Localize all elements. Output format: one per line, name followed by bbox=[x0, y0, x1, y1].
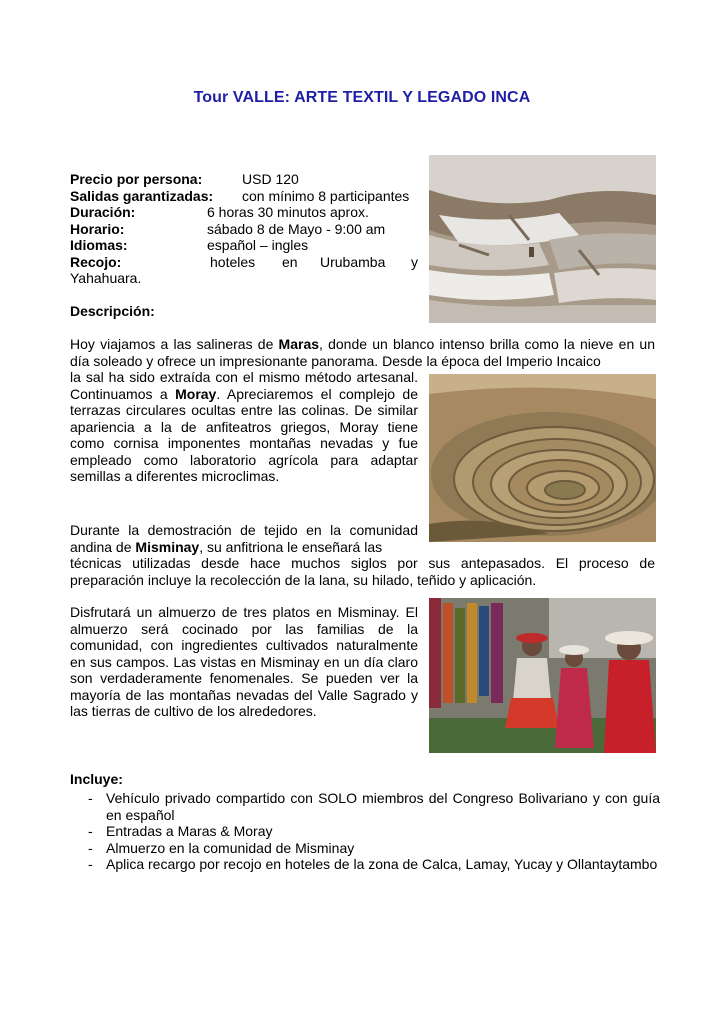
text-run: Hoy viajamos a las salineras de bbox=[70, 336, 279, 352]
text-run: la sal ha sido extraída con el mismo método artesanal. Continuamos a bbox=[70, 369, 418, 402]
idiomas-value: español – ingles bbox=[207, 237, 309, 253]
list-item bbox=[70, 856, 660, 873]
bullet-dash: - bbox=[88, 856, 93, 872]
salidas-value: con mínimo 8 participantes bbox=[242, 187, 410, 204]
info-row-horario bbox=[70, 221, 420, 238]
horario-value: sábado 8 de Mayo - 9:00 am bbox=[207, 220, 386, 237]
recojo-word: hoteles bbox=[210, 253, 256, 270]
precio-value: USD 120 bbox=[242, 171, 299, 187]
text-run: Durante la demostración de tejido en la comunidad andina de bbox=[70, 522, 418, 555]
recojo-label: Recojo: bbox=[70, 253, 122, 270]
text-bold: Misminay bbox=[135, 538, 200, 555]
list-item-text: Entradas a Maras & Moray bbox=[106, 823, 273, 839]
incluye-label: Incluye: bbox=[70, 771, 123, 787]
info-row-idiomas bbox=[70, 237, 420, 254]
maras-salt-pans-photo bbox=[429, 155, 656, 323]
duracion-label: Duración: bbox=[70, 204, 136, 220]
text-run: , su anfitriona le enseñará las bbox=[199, 538, 383, 555]
paragraph-maras bbox=[70, 336, 655, 369]
text-bold: Moray bbox=[175, 385, 217, 402]
info-row-precio bbox=[70, 171, 420, 188]
recojo-word: Yahahuara. bbox=[70, 270, 142, 286]
salidas-label: Salidas garantizadas: bbox=[70, 187, 214, 204]
precio-label: Precio por persona: bbox=[70, 171, 203, 187]
incluye-list bbox=[70, 790, 660, 873]
tour-info bbox=[70, 171, 420, 287]
descripcion-label: Descripción: bbox=[70, 303, 155, 319]
bullet-dash: - bbox=[88, 823, 93, 839]
info-row-duracion bbox=[70, 204, 420, 221]
moray-terraces-photo bbox=[429, 374, 656, 542]
text-run: . Apreciaremos el complejo de terrazas circulares ocultas entre las colinas. De similar apariencia a la de anfiteatros griegos, Moray tiene como cornisa imponentes montañas nevadas y fue empleado como laboratorio agrícola para adaptar semillas a diferentes microclimas. bbox=[70, 385, 418, 484]
paragraph-almuerzo: Disfrutará un almuerzo de tres platos en Misminay. El almuerzo será cocinado por las familias de la comunidad, con ingredientes cultivados naturalmente en sus campos. Las vistas en Misminay en un día claro son verdaderamente fenomenales. Se pueden ver la mayoría de las montañas nevadas del Valle Sagrado y las tierras de cultivo de los alrededores. bbox=[70, 604, 418, 719]
list-item-text: Vehículo privado compartido con SOLO miembros del Congreso Bolivariano y con guía en español bbox=[106, 790, 660, 823]
paragraph-moray bbox=[70, 369, 418, 485]
misminay-weavers-photo bbox=[429, 598, 656, 753]
list-item bbox=[70, 823, 660, 840]
list-item-text: Aplica recargo por recojo en hoteles de la zona de Calca, Lamay, Yucay y Ollantaytambo bbox=[106, 856, 658, 872]
idiomas-label: Idiomas: bbox=[70, 237, 128, 253]
bullet-dash: - bbox=[88, 839, 93, 856]
bullet-dash: - bbox=[88, 790, 93, 806]
recojo-word: en bbox=[282, 253, 298, 270]
horario-label: Horario: bbox=[70, 220, 125, 237]
duracion-value: 6 horas 30 minutos aprox. bbox=[207, 204, 369, 220]
paragraph-misminay bbox=[70, 522, 418, 555]
list-item-text: Almuerzo en la comunidad de Misminay bbox=[106, 839, 355, 856]
recojo-word: y bbox=[411, 253, 418, 270]
info-row-recojo-cont bbox=[70, 270, 420, 287]
list-item bbox=[70, 840, 660, 857]
text-run: , donde un blanco intenso brilla como la nieve en un día soleado y ofrece un impresionante panorama. Desde la época del Imperio Incaico bbox=[70, 336, 655, 369]
info-row-recojo bbox=[70, 254, 420, 271]
info-row-salidas bbox=[70, 188, 420, 205]
text-bold: Maras bbox=[278, 336, 320, 352]
recojo-word: Urubamba bbox=[320, 253, 386, 270]
list-item bbox=[70, 790, 660, 823]
page-title: Tour VALLE: ARTE TEXTIL Y LEGADO INCA bbox=[193, 89, 531, 106]
paragraph-misminay-cont: técnicas utilizadas desde hace muchos siglos por sus antepasados. El proceso de preparación incluye la recolección de la lana, su hilado, teñido y aplicación. bbox=[70, 555, 655, 588]
